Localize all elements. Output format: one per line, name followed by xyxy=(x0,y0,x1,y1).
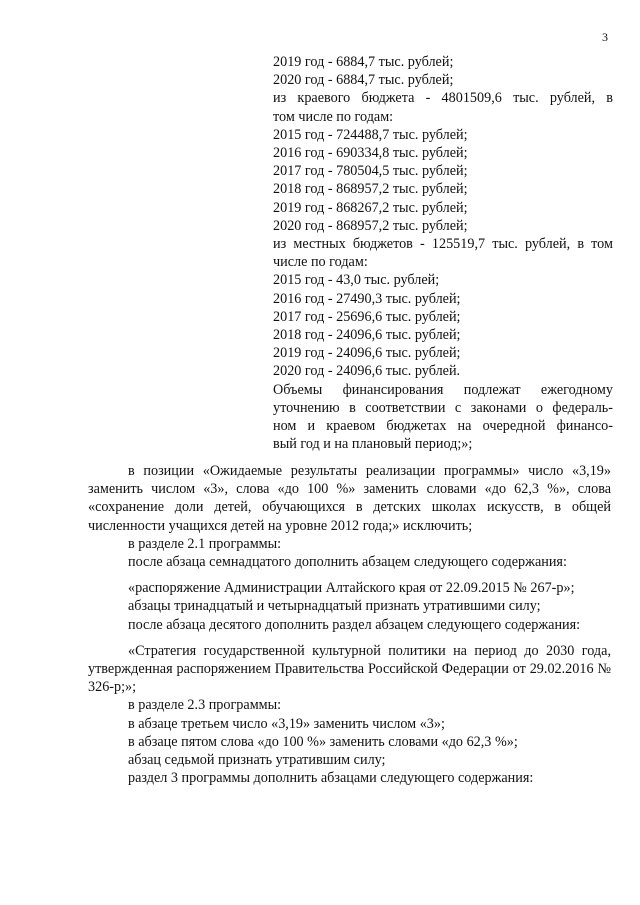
regional-budget-intro: из краевого бюджета - 4801509,6 тыс. рублей, в xyxy=(273,90,613,107)
note-line: Объемы финансирования подлежат ежегодному xyxy=(273,381,613,398)
local-year-line: 2020 год - 24096,6 тыс. рублей. xyxy=(273,363,461,380)
note-line: ном и краевом бюджетах на очередной финансо- xyxy=(273,418,613,435)
spacer xyxy=(88,571,611,579)
paragraph-5-change: в абзаце пятом слова «до 100 %» заменить словами «до 62,3 %»; xyxy=(128,733,518,750)
local-budget-intro-cont: числе по годам: xyxy=(273,254,368,271)
local-year-line: 2019 год - 24096,6 тыс. рублей; xyxy=(273,345,461,362)
section-2-1-heading: в разделе 2.1 программы: xyxy=(128,535,282,552)
paragraphs-13-14: абзацы тринадцатый и четырнадцатый признать утратившими силу; xyxy=(128,598,541,615)
paragraph-7-change: абзац седьмой признать утратившим силу; xyxy=(128,752,386,769)
note-line: уточнению в соответствии с законами о федераль- xyxy=(273,399,613,416)
section-3-heading: раздел 3 программы дополнить абзацами следующего содержания: xyxy=(128,770,534,787)
year-line: 2020 год - 6884,7 тыс. рублей; xyxy=(273,72,454,89)
year-line: 2019 год - 6884,7 тыс. рублей; xyxy=(273,54,454,70)
regional-year-line: 2019 год - 868267,2 тыс. рублей; xyxy=(273,199,468,216)
spacer xyxy=(88,634,611,642)
local-year-line: 2015 год - 43,0 тыс. рублей; xyxy=(273,272,440,289)
local-year-line: 2017 год - 25696,6 тыс. рублей; xyxy=(273,308,461,325)
local-budget-intro: из местных бюджетов - 125519,7 тыс. рублей, в том xyxy=(273,236,613,253)
regional-year-line: 2016 год - 690334,8 тыс. рублей; xyxy=(273,145,468,162)
regional-year-line: 2018 год - 868957,2 тыс. рублей; xyxy=(273,181,468,198)
local-year-line: 2018 год - 24096,6 тыс. рублей; xyxy=(273,327,461,344)
financing-block xyxy=(273,53,613,453)
after-paragraph-10: после абзаца десятого дополнить раздел абзацем следующего содержания: xyxy=(128,616,581,633)
strategy-quote: «Стратегия государственной культурной политики на период до 2030 года, утвержденная распоряжением Правительства Российской Федерации от 29.02.2016 № 326-р;»; xyxy=(88,642,611,696)
regional-year-line: 2020 год - 868957,2 тыс. рублей; xyxy=(273,217,468,234)
page-number: 3 xyxy=(602,30,608,44)
regional-budget-intro-cont: том числе по годам: xyxy=(273,108,394,125)
order-quote: «распоряжение Администрации Алтайского края от 22.09.2015 № 267-р»; xyxy=(128,580,575,597)
note-line: вый год и на плановый период;»; xyxy=(273,436,473,453)
results-paragraph: в позиции «Ожидаемые результаты реализации программы» число «3,19» заменить числом «3», слова «до 100 %» заменить словами «до 62,3 %», слова «сохранение доли детей, обучающихся в детских школах искусств, в общей численности учащихся детей на уровне 2012 года;» исключить; xyxy=(88,463,611,534)
after-paragraph-17: после абзаца семнадцатого дополнить абзацем следующего содержания: xyxy=(128,554,567,571)
regional-year-line: 2017 год - 780504,5 тыс. рублей; xyxy=(273,163,468,180)
local-year-line: 2016 год - 27490,3 тыс. рублей; xyxy=(273,290,461,307)
regional-year-line: 2015 год - 724488,7 тыс. рублей; xyxy=(273,126,468,143)
section-2-3-heading: в разделе 2.3 программы: xyxy=(128,697,282,714)
amendments-body xyxy=(88,462,611,787)
paragraph-3-change: в абзаце третьем число «3,19» заменить числом «3»; xyxy=(128,715,445,732)
